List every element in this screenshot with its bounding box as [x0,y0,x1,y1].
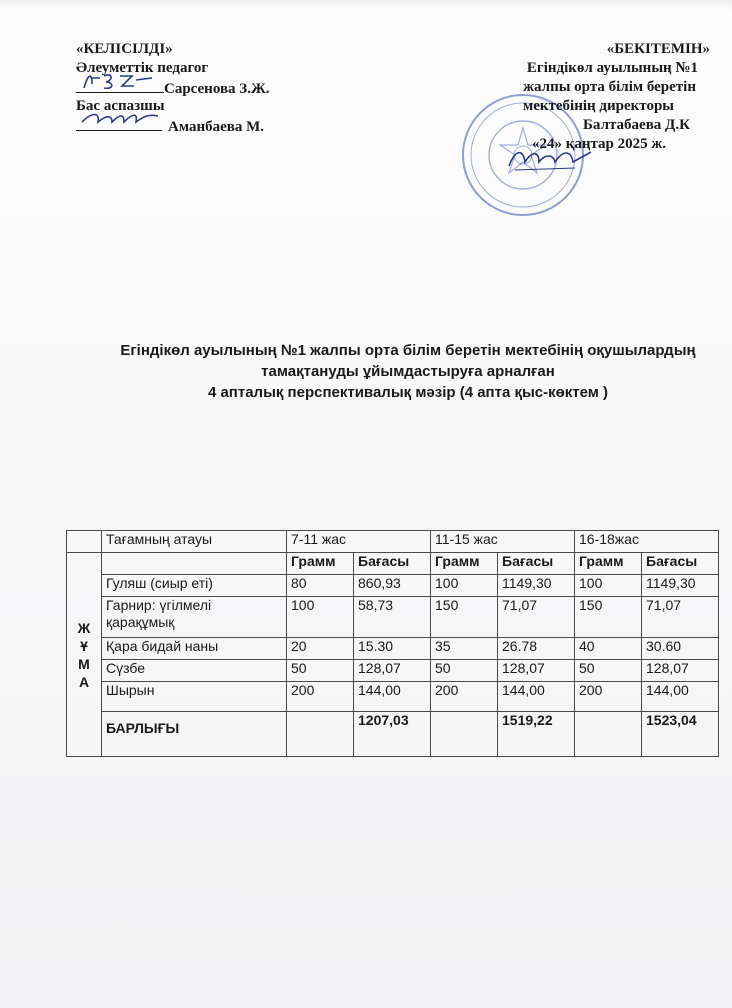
title-line3: 4 апталық перспективалық мәзір (4 апта қыс-көктем ) [207,384,609,401]
row-gram: 50 [287,660,354,682]
header-empty-cell [67,531,102,553]
approval-left-name1: Сарсенова З.Ж. [164,81,270,97]
total-empty [287,712,354,757]
approval-right-date: «24» қаңтар 2025 ж. [531,136,666,152]
row-price: 144,00 [354,682,431,712]
row-gram: 150 [431,597,498,638]
row-gram: 150 [575,597,642,638]
table-row [67,660,719,682]
page-shadow [0,0,732,10]
subheader-gram-1: Грамм [287,553,354,575]
table-header-row [67,531,719,553]
document-title [88,340,728,403]
row-price: 58,73 [354,597,431,638]
subheader-gram-2: Грамм [431,553,498,575]
approval-left-heading: «КЕЛІСІЛДІ» [76,41,173,57]
row-gram: 200 [575,682,642,712]
row-price: 128,07 [642,660,719,682]
row-gram: 100 [287,597,354,638]
title-line2: тамақтануды ұйымдастыруға арналған [261,363,555,380]
row-dish-name: Гарнир: үгілмелі қарақұмық [102,597,287,638]
row-price: 1149,30 [498,575,575,597]
menu-table [66,530,719,757]
approval-right [470,40,710,154]
table-row [67,682,719,712]
day-label-text: Ж Ұ М А [77,619,91,690]
row-gram: 200 [287,682,354,712]
row-price: 26.78 [498,638,575,660]
row-gram: 80 [287,575,354,597]
total-label: БАРЛЫҒЫ [102,712,287,757]
table-row [67,575,719,597]
header-age-group-3: 16-18жас [575,531,719,553]
approval-right-heading: «БЕКІТЕМІН» [606,41,710,57]
table-row [67,638,719,660]
approval-left-role1: Әлеуметтік педагог [76,60,209,76]
row-gram: 20 [287,638,354,660]
subheader-gram-3: Грамм [575,553,642,575]
row-dish-name: Қара бидай наны [102,638,287,660]
row-gram: 50 [575,660,642,682]
header-dish-name: Тағамның атауы [102,531,287,553]
total-empty [431,712,498,757]
total-empty [575,712,642,757]
total-value-3: 1523,04 [642,712,719,757]
subheader-empty [102,553,287,575]
row-price: 144,00 [642,682,719,712]
row-price: 30.60 [642,638,719,660]
approval-left [76,40,270,135]
subheader-price-2: Бағасы [498,553,575,575]
row-gram: 50 [431,660,498,682]
day-label [67,553,102,757]
row-price: 71,07 [498,597,575,638]
row-price: 71,07 [642,597,719,638]
row-price: 15.30 [354,638,431,660]
row-dish-name: Шырын [102,682,287,712]
total-value-1: 1207,03 [354,712,431,757]
header-age-group-2: 11-15 жас [431,531,575,553]
approval-right-line3: мектебінің директоры [522,98,674,114]
total-value-2: 1519,22 [498,712,575,757]
row-gram: 100 [575,575,642,597]
approval-left-name2: Аманбаева М. [168,119,265,135]
header-age-group-1: 7-11 жас [287,531,431,553]
row-gram: 40 [575,638,642,660]
row-price: 1149,30 [642,575,719,597]
table-row [67,597,719,638]
approval-right-line2: жалпы орта білім беретін [523,79,696,95]
approval-right-name: Балтабаева Д.К [583,117,690,133]
title-line1: Егіндікөл ауылының №1 жалпы орта білім беретін мектебінің оқушылардың [120,342,696,359]
row-price: 128,07 [354,660,431,682]
row-gram: 200 [431,682,498,712]
table-total-row [67,712,719,757]
signature-chef [76,116,162,131]
approval-left-role2: Бас аспазшы [76,98,165,114]
row-price: 128,07 [498,660,575,682]
subheader-price-3: Бағасы [642,553,719,575]
signature-pedagog [76,78,164,93]
row-gram: 100 [431,575,498,597]
table-subheader-row [67,553,719,575]
row-dish-name: Сүзбе [102,660,287,682]
row-price: 144,00 [498,682,575,712]
approval-right-line1: Егіндікөл ауылының №1 [526,60,698,76]
row-price: 860,93 [354,575,431,597]
subheader-price-1: Бағасы [354,553,431,575]
row-gram: 35 [431,638,498,660]
row-dish-name: Гуляш (сиыр еті) [102,575,287,597]
